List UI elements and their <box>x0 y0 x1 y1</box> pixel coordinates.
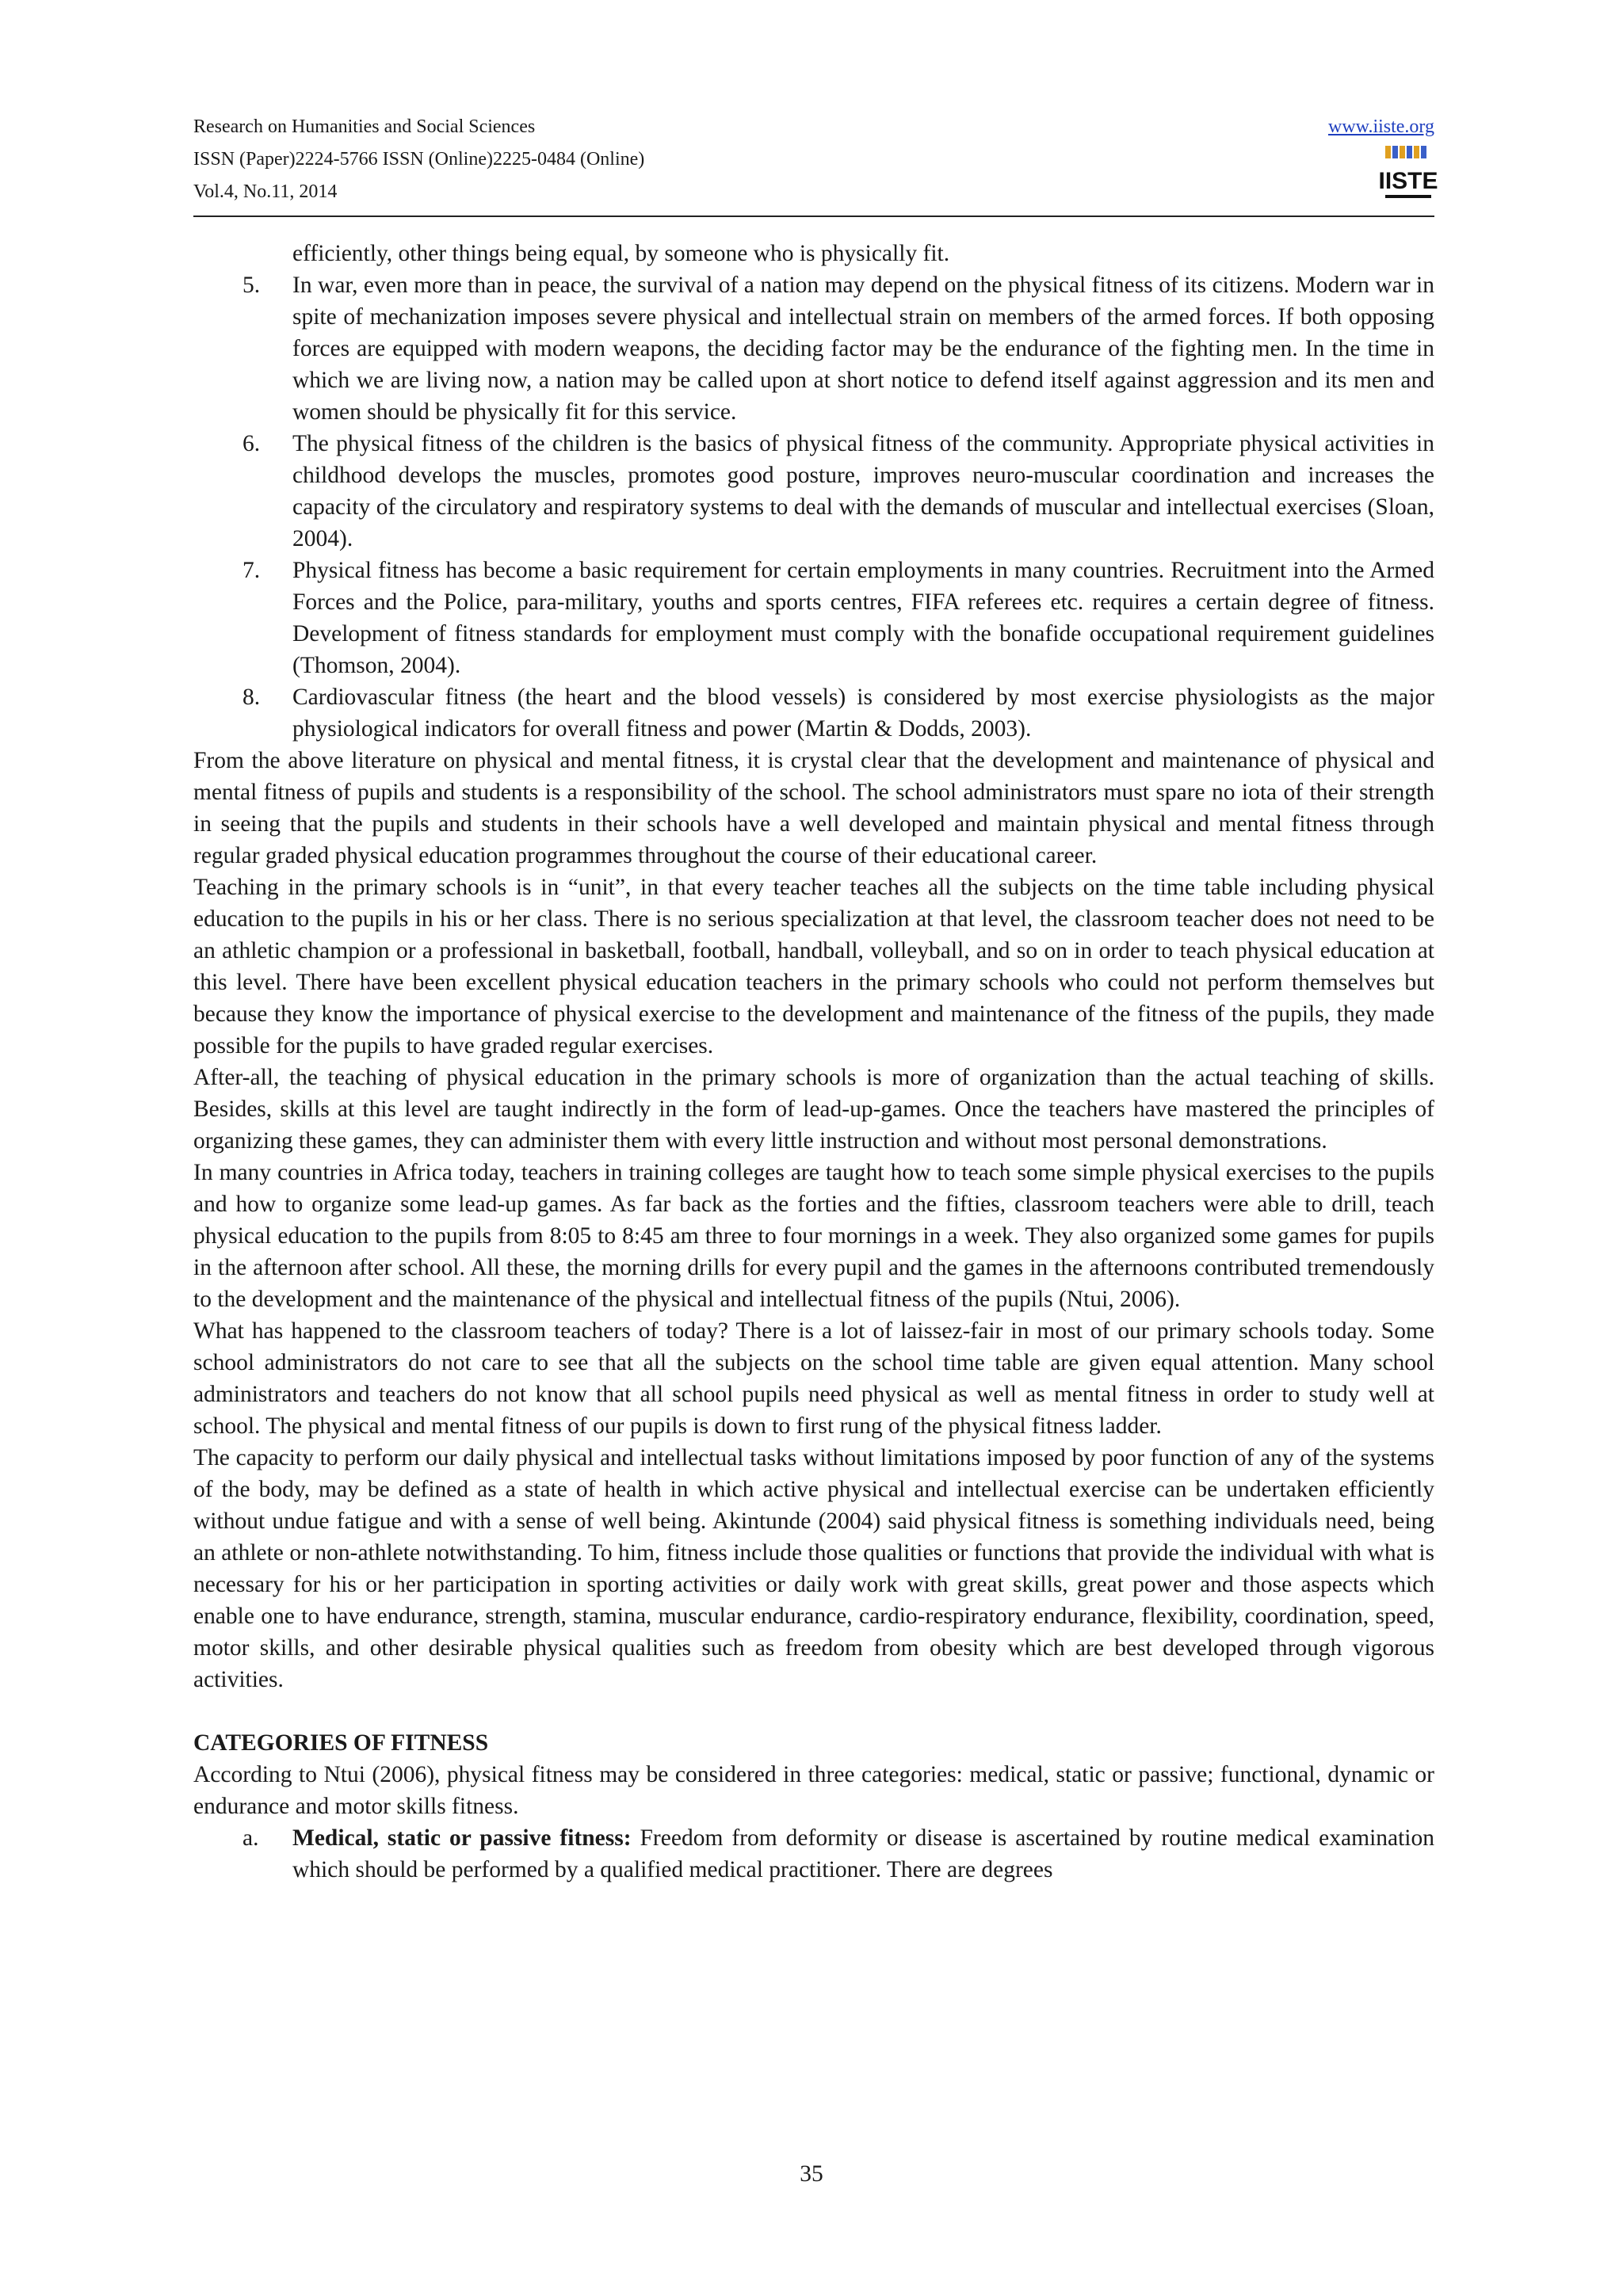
list-text: Cardiovascular fitness (the heart and the blood vessels) is considered by most exercise physiologists as the major physiological indicators for overall fitness and power (Martin & Dodds, 2003). <box>292 685 1434 742</box>
logo-text: IISTE <box>1378 168 1438 194</box>
list-text: The physical fitness of the children is the basics of physical fitness of the community. Appropriate physical activities in childhood develops the muscles, promotes good posture, improves neuro-muscular coordination and increases the capacity of the circulatory and respiratory systems to deal with the demands of muscular and intellectual exercises (Sloan, 2004). <box>292 431 1434 551</box>
iiste-logo-icon <box>1378 146 1438 206</box>
website-link[interactable]: www.iiste.org <box>1328 116 1434 137</box>
header-right <box>1328 111 1434 143</box>
list-item <box>193 269 1434 428</box>
journal-title: Research on Humanities and Social Sciences <box>193 116 536 137</box>
category-title: Medical, static or passive fitness: <box>292 1825 632 1851</box>
list-item <box>193 681 1434 745</box>
list-number: 8. <box>242 685 261 710</box>
list-text: Physical fitness has become a basic requirement for certain employments in many countries. Recruitment into the Armed Forces and the Police, para-military, youths and sports centres, FIFA referees etc. requires a certain degree of fitness. Development of fitness standards for employment must comply with the bonafide occupational requirement guidelines (Thomson, 2004). <box>292 558 1434 678</box>
list-number: 7. <box>242 558 261 583</box>
list-text: In war, even more than in peace, the survival of a nation may depend on the physical fitness of its citizens. Modern war in spite of mechanization imposes severe physical and intellectual strain on members of the armed forces. If both opposing forces are equipped with modern weapons, the deciding factor may be the endurance of the fighting men. In the time in which we are living now, a nation may be called upon at short notice to defend itself against aggression and its men and women should be physically fit for this service. <box>292 273 1434 425</box>
body-paragraph: What has happened to the classroom teachers of today? There is a lot of laissez-fair in most of our primary schools today. Some school administrators do not care to see that all the subjects on the school time table are given equal attention. Many school administrators and teachers do not know that all school pupils need physical as well as mental fitness in order to study well at school. The physical and mental fitness of our pupils is down to first rung of the physical fitness ladder. <box>193 1318 1434 1439</box>
body-paragraph: Teaching in the primary schools is in “unit”, in that every teacher teaches all the subjects on the time table including physical education to the pupils in his or her class. There is no serious specialization at that level, the classroom teacher does not need to be an athletic champion or a professional in basketball, football, handball, volleyball, and so on in order to teach physical education at this level. There have been excellent physical education teachers in the primary schools who could not perform themselves but because they know the importance of physical exercise to the development and maintenance of the fitness of the pupils, they made possible for the pupils to have graded regular exercises. <box>193 875 1434 1058</box>
body-paragraph: In many countries in Africa today, teachers in training colleges are taught how to teach some simple physical exercises to the pupils and how to organize some lead-up games. As far back as the forties and the fifties, classroom teachers were able to drill, teach physical education to the pupils from 8:05 to 8:45 am three to four mornings in a week. They also organized some games for pupils in the afternoon after school. All these, the morning drills for every pupil and the games in the afternoons contributed tremendously to the development and the maintenance of the physical and intellectual fitness of the pupils (Ntui, 2006). <box>193 1160 1434 1312</box>
list-item <box>193 428 1434 555</box>
list-number: 5. <box>242 273 261 298</box>
body-paragraph: After-all, the teaching of physical education in the primary schools is more of organization than the actual teaching of skills. Besides, skills at this level are taught indirectly in the form of lead-up-games. Once the teachers have mastered the principles of organizing these games, they can administer them with every little instruction and without most personal demonstrations. <box>193 1065 1434 1154</box>
journal-volume: Vol.4, No.11, 2014 <box>193 181 338 202</box>
list-item <box>193 555 1434 681</box>
section-heading: CATEGORIES OF FITNESS <box>193 1730 489 1756</box>
page-number: 35 <box>800 2161 823 2187</box>
list-number: 6. <box>242 431 261 456</box>
journal-issn: ISSN (Paper)2224-5766 ISSN (Online)2225-0484 (Online) <box>193 149 645 170</box>
category-label: a. <box>242 1825 259 1851</box>
page-body <box>193 238 1434 1886</box>
continuation-text: efficiently, other things being equal, by someone who is physically fit. <box>292 241 950 266</box>
body-paragraph: From the above literature on physical and mental fitness, it is crystal clear that the development and maintenance of physical and mental fitness of pupils and students is a responsibility of the school. The school administrators must spare no iota of their strength in seeing that the pupils and students in their schools have a well developed and maintain physical and mental fitness through regular graded physical education programmes throughout the course of their educational career. <box>193 748 1434 868</box>
page-header <box>193 111 1438 217</box>
journal-info <box>193 111 644 208</box>
body-paragraph: The capacity to perform our daily physical and intellectual tasks without limitations imposed by poor function of any of the systems of the body, may be defined as a state of health in which active physical and intellectual exercise can be undertaken efficiently without undue fatigue and with a sense of well being. Akintunde (2004) said physical fitness is something individuals need, being an athlete or non-athlete notwithstanding. To him, fitness include those qualities or functions that provide the individual with what is necessary for his or her participation in sporting activities or daily work with great skills, great power and those aspects which enable one to have endurance, strength, stamina, muscular endurance, cardio-respiratory endurance, flexibility, coordination, speed, motor skills, and other desirable physical qualities such as freedom from obesity which are best developed through vigorous activities. <box>193 1445 1434 1692</box>
category-item <box>193 1822 1434 1886</box>
category-text: Freedom from deformity or disease is ascertained by routine medical examination which should be performed by a qualified medical practitioner. There are degrees <box>292 1825 1434 1882</box>
section-intro: According to Ntui (2006), physical fitness may be considered in three categories: medical, static or passive; functional, dynamic or endurance and motor skills fitness. <box>193 1762 1434 1819</box>
